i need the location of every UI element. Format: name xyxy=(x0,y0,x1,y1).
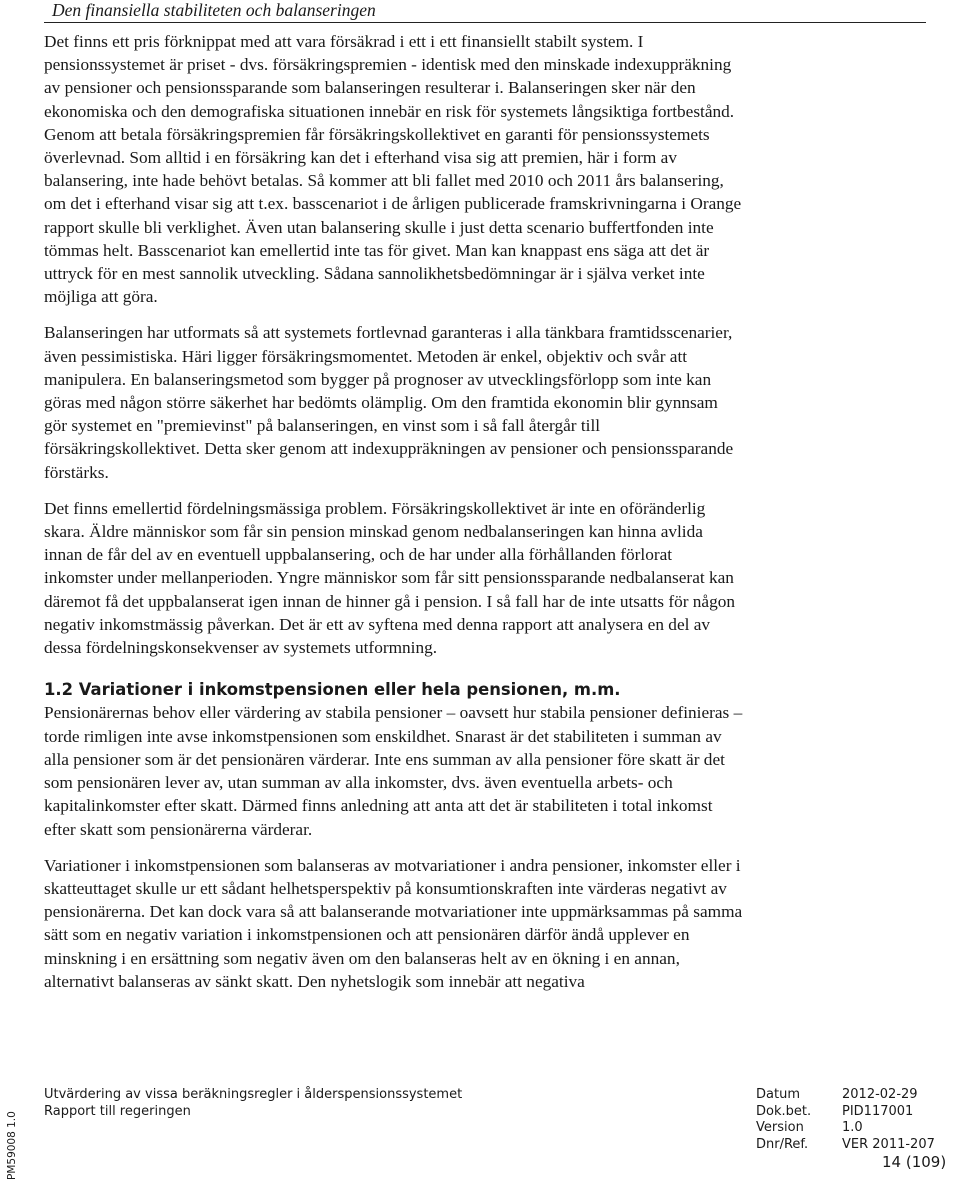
page-number: 14 (109) xyxy=(882,1153,947,1171)
document-code: PM59008 1.0 xyxy=(6,1111,18,1180)
meta-row xyxy=(756,1087,935,1104)
meta-row xyxy=(756,1104,935,1121)
running-header: Den finansiella stabiliteten och balanseringen xyxy=(52,0,376,20)
document-body xyxy=(44,30,744,1006)
body-paragraph-4: Pensionärernas behov eller värdering av stabila pensioner – oavsett hur stabila pensioner definieras – torde rimligen inte avse inkomstpensionen som enskildhet. Snarast är det stabiliteten i summan av alla pensioner som är det pensionären värderar. Inte ens summan av alla pensioner före skatt är det som pensionären lever av, utan summan av alla inkomster, dvs. även eventuella arbets- och kapitalinkomster efter skatt. Därmed finns anledning att anta att det är stabiliteten i total inkomst efter skatt som pensionärerna värderar. xyxy=(44,703,743,839)
meta-value-date: 2012-02-29 xyxy=(842,1087,918,1102)
body-paragraph-5: Variationer i inkomstpensionen som balanseras av motvariationer i andra pensioner, inkomster eller i skatteuttaget skulle ur ett sådant helhetsperspektiv på konsumtionskraften inte värderas negativt av pensionärerna. Det kan dock vara så att balanserande motvariationer inte uppmärksammas på samma sätt som en negativ variation i inkomstpensionen och att pensionären därför ändå upplever en minskning i en ersättning som negativ även om den balanseras helt av en ökning i en annan, alternativt balanseras av sänkt skatt. Den nyhetslogik som innebär att negativa xyxy=(44,855,743,991)
meta-label-docid: Dok.bet. xyxy=(756,1103,812,1119)
report-title: Utvärdering av vissa beräkningsregler i ålderspensionssystemet xyxy=(44,1087,463,1102)
meta-row xyxy=(756,1137,935,1154)
body-paragraph-3: Det finns emellertid fördelningsmässiga problem. Försäkringskollektivet är inte en oföränderlig skara. Äldre människor som får sin pension minskad genom nedbalanseringen kan hinna avlida innan de får del av en eventuell uppbalansering, och de har under alla förhållanden förlorat inkomster under mellanperioden. Yngre människor som får sitt pensionssparande nedbalanserat kan däremot få det uppbalanserat igen innan de hinner gå i pension. I så fall har de inte utsatts för någon negativ inkomstmässig påverkan. Det är ett av syftena med denna rapport att analysera en del av dessa fördelningskonsekvenser av systemets utformning. xyxy=(44,498,736,658)
footer-report-info xyxy=(44,1087,462,1120)
meta-row xyxy=(756,1120,935,1137)
report-subtitle: Rapport till regeringen xyxy=(44,1103,191,1119)
section-heading: 1.2 Variationer i inkomstpensionen eller hela pensionen, m.m. xyxy=(44,680,621,700)
meta-value-version: 1.0 xyxy=(842,1120,863,1135)
meta-label-date: Datum xyxy=(756,1087,800,1102)
body-paragraph-1: Det finns ett pris förknippat med att vara försäkrad i ett i ett finansiellt stabilt system. I pensionssystemet är priset - dvs. försäkringspremien - identisk med den minskade indexuppräkning av pensioner och pensionssparande som balanseringen resulterar i. Balanseringen sker när den ekonomiska och den demografiska situationen innebär en risk för systemets långsiktiga fortbestånd. Genom att betala försäkringspremien får försäkringskollektivet en garanti för pensionssystemets överlevnad. Som alltid i en försäkring kan det i efterhand visa sig att premien, här i form av balansering, inte hade behövt betalas. Så kommer att bli fallet med 2010 och 2011 års balansering, om det i efterhand visar sig att t.ex. basscenariot i de årligen publicerade framskrivningarna i Orange rapport skulle bli verklighet. Även utan balansering skulle i just detta scenario buffertfonden inte tömmas helt. Basscenariot kan emellertid inte tas för givet. Man kan knappast ens säga att det är uttryck för en mest sannolik utveckling. Sådana sannolikhetsbedömningar är i själva verket inte möjliga att göra. xyxy=(44,32,742,307)
meta-label-ref: Dnr/Ref. xyxy=(756,1136,809,1152)
meta-value-docid: PID117001 xyxy=(842,1103,914,1119)
meta-value-ref: VER 2011-207 xyxy=(842,1136,935,1152)
header-rule xyxy=(44,22,926,23)
body-paragraph-2: Balanseringen har utformats så att systemets fortlevnad garanteras i alla tänkbara framtidsscenarier, även pessimistiska. Häri ligger försäkringsmomentet. Metoden är enkel, objektiv och svår att manipulera. En balanseringsmetod som bygger på prognoser av utvecklingsförlopp som inte kan göras med någon större säkerhet har bedömts olämplig. Om den framtida ekonomin blir gynnsam gör systemet en "premievinst" på balanseringen, en vinst som i så fall återgår till försäkringskollektivet. Detta sker genom att indexuppräkningen av pensioner och pensionssparande förstärks. xyxy=(44,323,734,482)
meta-label-version: Version xyxy=(756,1120,804,1135)
document-meta-table xyxy=(756,1087,935,1153)
